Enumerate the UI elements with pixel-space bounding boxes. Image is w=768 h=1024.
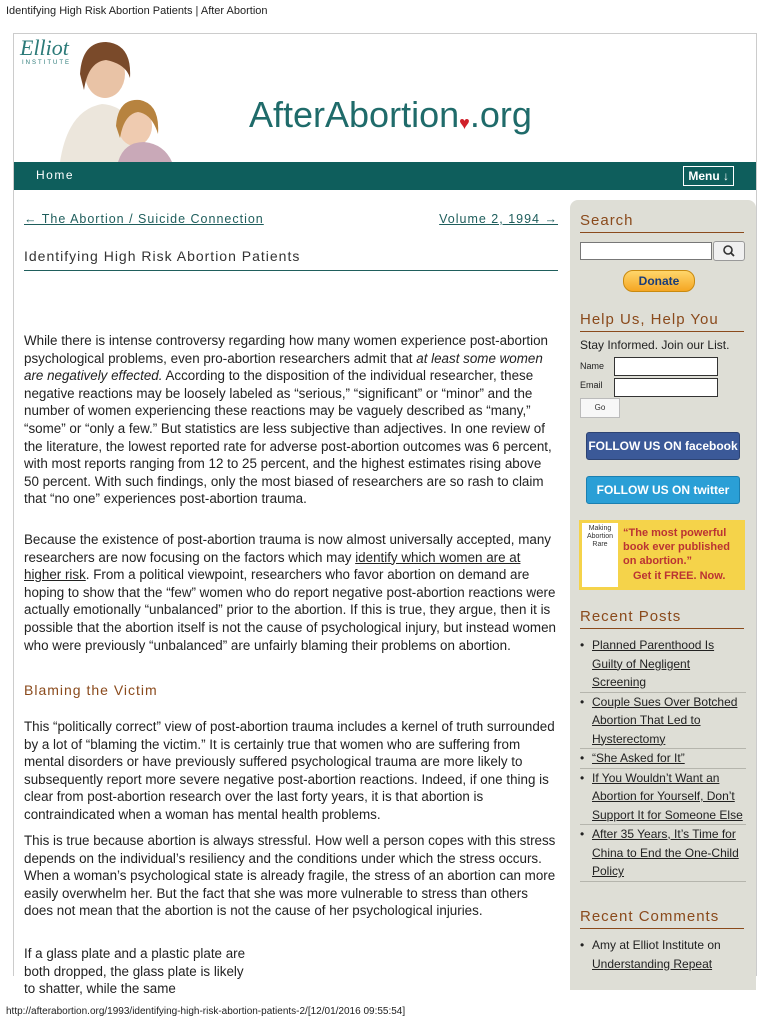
list-item bbox=[580, 636, 746, 693]
document-title: Identifying High Risk Abortion Patients | After Abortion bbox=[6, 5, 268, 17]
article-paragraph-2 bbox=[24, 531, 558, 654]
name-label: Name bbox=[580, 361, 605, 371]
menu-button[interactable]: Menu ↓ bbox=[683, 166, 734, 186]
donate-button[interactable]: Donate bbox=[623, 270, 695, 292]
site-logo-main: AfterAbortion bbox=[249, 94, 460, 135]
site-header bbox=[14, 34, 756, 162]
email-field[interactable] bbox=[614, 378, 718, 397]
article-paragraph-4: This is true because abortion is always stressful. How well a person copes with this stress depends on the individual’s resiliency and the conditions under which the stress occurs. When a woman’s psychological state is already fragile, the stress of an abortion can more easily overwhelm her. But the fact that she was more vulnerable to stress than others does not mean that the abortion is not the cause of her psychological injuries. bbox=[24, 833, 556, 919]
book-quote: “The most powerful book ever published on abortion.” bbox=[623, 527, 730, 567]
site-logo-tld: .org bbox=[469, 94, 532, 135]
search-input[interactable] bbox=[580, 242, 712, 260]
recent-post-link[interactable]: “She Asked for It” bbox=[592, 751, 685, 765]
stay-informed-text: Stay Informed. Join our List. bbox=[580, 338, 730, 352]
recent-comments-list bbox=[580, 936, 746, 973]
nav-home[interactable]: Home bbox=[36, 168, 75, 182]
book-cover: Making Abortion Rare bbox=[582, 523, 618, 587]
recent-post-link[interactable]: If You Wouldn’t Want an Abortion for Yourself, Don’t Support It for Someone Else bbox=[592, 770, 743, 822]
sidebar bbox=[570, 200, 756, 990]
main-nav bbox=[14, 162, 756, 190]
p2-text-b: . From a political viewpoint, researchers who favor abortion on demand are hoping to show that the “few” women who do report negative post-abortion reactions were actually emotionally “unbalanced” prior to the abortion. If this is true, they argue, then it is possible that the abortion itself is not the cause of psychological injury, but instead women who were previously “unbalanced” are unfairly blaming their problems on abortion. bbox=[24, 567, 556, 653]
recent-comments-heading: Recent Comments bbox=[580, 908, 744, 929]
elliot-institute-logo-subtitle: INSTITUTE bbox=[22, 60, 71, 66]
recent-post-link[interactable]: Couple Sues Over Botched Abortion That Led to Hysterectomy bbox=[592, 694, 738, 746]
search-button[interactable] bbox=[713, 241, 745, 261]
heart-icon: ♥ bbox=[459, 113, 470, 133]
comment-post-link[interactable]: Understanding Repeat bbox=[592, 956, 713, 971]
article-paragraph-5: If a glass plate and a plastic plate are both dropped, the glass plate is likely to shatter, while the same bbox=[24, 946, 246, 997]
recent-post-link[interactable]: Planned Parenthood Is Guilty of Negligent Screening bbox=[592, 638, 715, 689]
book-get-free: Get it FREE. Now. bbox=[633, 570, 726, 582]
book-promo-banner[interactable] bbox=[579, 520, 745, 590]
p1-emphasis: at least some women are negatively effected. bbox=[24, 350, 543, 384]
list-item bbox=[580, 769, 746, 826]
go-button[interactable]: Go bbox=[580, 398, 620, 418]
page-frame bbox=[13, 33, 757, 997]
section-heading-blaming-the-victim: Blaming the Victim bbox=[24, 682, 158, 698]
article-paragraph-1 bbox=[24, 332, 558, 508]
search-heading: Search bbox=[580, 212, 744, 233]
follow-facebook-button[interactable]: FOLLOW US ON facebook bbox=[586, 432, 740, 460]
p1-text-a: While there is intense controversy regarding how many women experience post-abortion psychological problems, even pro-abortion researchers admit that bbox=[24, 333, 548, 366]
recent-posts-heading: Recent Posts bbox=[580, 608, 744, 629]
p2-text-a: Because the existence of post-abortion trauma is now almost universally accepted, many researchers are now focusing on the factors which may bbox=[24, 532, 551, 565]
page-url-footer: http://afterabortion.org/1993/identifying-high-risk-abortion-patients-2/[12/01/2016 09:55:54] bbox=[6, 1006, 406, 1017]
recent-posts-list bbox=[580, 636, 746, 882]
name-field[interactable] bbox=[614, 357, 718, 376]
high-risk-link[interactable]: identify which women are at higher risk bbox=[24, 549, 521, 583]
article-title: Identifying High Risk Abortion Patients bbox=[24, 248, 558, 271]
elliot-institute-logo[interactable]: Elliot bbox=[20, 35, 69, 60]
article-paragraph-3: This “politically correct” view of post-abortion trauma includes a kernel of truth surrounded by a lot of “blaming the victim.” It is certainly true that women who are suffering from mental disorders or have previously suffered psychological trauma are more likely to subsequently report more severe negative post-abortion reactions. Indeed, if one thing is clear from post-abortion research over the last forty years, it is that abortion is contraindicated when a woman has mental health problems. bbox=[24, 719, 555, 822]
recent-post-link[interactable]: After 35 Years, It’s Time for China to End the One-Child Policy bbox=[592, 827, 739, 878]
site-logo[interactable] bbox=[249, 94, 532, 136]
follow-twitter-button[interactable]: FOLLOW US ON twitter bbox=[586, 476, 740, 504]
list-item bbox=[580, 749, 746, 769]
email-label: Email bbox=[580, 380, 603, 390]
previous-post-link[interactable]: ← The Abortion / Suicide Connection bbox=[24, 212, 264, 226]
list-item bbox=[580, 936, 746, 973]
list-item bbox=[580, 825, 746, 882]
next-post-link[interactable]: Volume 2, 1994 → bbox=[439, 212, 558, 226]
header-photo bbox=[40, 34, 200, 162]
p1-text-b: According to the disposition of the individual researcher, these negative reactions may be loosely labeled as “serious,” “significant” or “minor” and the number of women experiencing these reactions may be vaguely described as “many,” “some” or “only a few.” But statistics are less subjective than adjectives. In one review of the literature, the lowest reported rate for adverse post-abortion outcomes was 6 percent, with most reports ranging from 12 to 25 percent, and the highest estimates rising above 50 percent. With such findings, only the most biased of researchers are so rash to claim that “no one” experiences post-abortion trauma. bbox=[24, 368, 552, 507]
list-item bbox=[580, 693, 746, 750]
post-navigation bbox=[24, 212, 558, 226]
comment-on-text: on bbox=[704, 938, 721, 952]
search-icon bbox=[714, 242, 744, 260]
help-us-heading: Help Us, Help You bbox=[580, 311, 744, 332]
comment-author: Amy at Elliot Institute bbox=[592, 938, 705, 952]
